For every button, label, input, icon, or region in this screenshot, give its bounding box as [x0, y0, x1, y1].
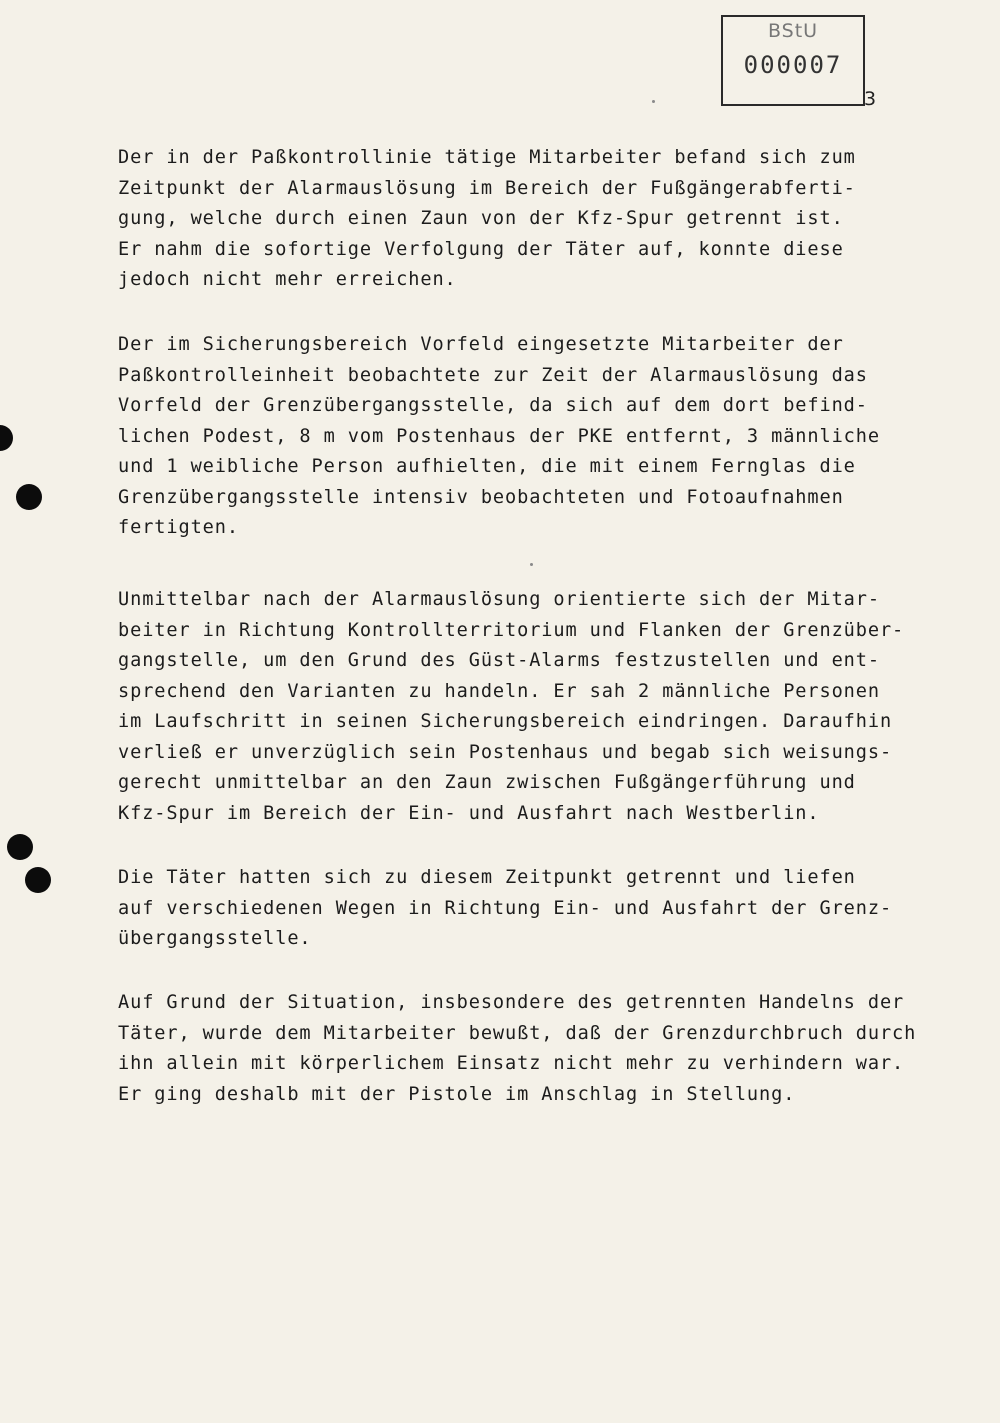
page-number: 3: [864, 88, 877, 110]
punch-hole: [25, 867, 51, 893]
paper-speck: [652, 100, 655, 103]
text-line: fertigten.: [118, 517, 239, 538]
punch-hole: [16, 484, 42, 510]
stamp-number: 000007: [743, 51, 843, 79]
text-line: im Laufschritt in seinen Sicherungsbereich eindringen. Daraufhin: [118, 711, 893, 732]
text-line: beiter in Richtung Kontrollterritorium und Flanken der Grenzüber-: [118, 619, 905, 641]
text-line: ihn allein mit körperlichem Einsatz nicht mehr zu verhindern war.: [118, 1053, 905, 1074]
text-line: übergangsstelle.: [118, 928, 312, 949]
text-line: gerecht unmittelbar an den Zaun zwischen Fußgängerführung und: [118, 772, 856, 793]
punch-hole: [0, 425, 13, 451]
text-line: Er ging deshalb mit der Pistole im Anschlag in Stellung.: [118, 1083, 796, 1105]
text-line: Unmittelbar nach der Alarmauslösung orientierte sich der Mitar-: [118, 589, 880, 610]
text-line: und 1 weibliche Person aufhielten, die mit einem Fernglas die: [118, 456, 856, 477]
text-line: Grenzübergangsstelle intensiv beobachteten und Fotoaufnahmen: [118, 486, 844, 508]
text-line: Vorfeld der Grenzübergangsstelle, da sich auf dem dort befind-: [118, 395, 868, 416]
text-line: lichen Podest, 8 m vom Postenhaus der PKE entfernt, 3 männliche: [118, 425, 880, 447]
paragraph-2: [118, 330, 958, 544]
text-line: Auf Grund der Situation, insbesondere des getrennten Handelns der: [118, 992, 905, 1013]
text-line: verließ er unverzüglich sein Postenhaus und begab sich weisungs-: [118, 741, 893, 763]
paper-speck: [530, 563, 533, 566]
punch-hole: [7, 834, 33, 860]
text-line: jedoch nicht mehr erreichen.: [118, 269, 457, 290]
stamp-label: BStU: [767, 20, 819, 42]
text-line: gung, welche durch einen Zaun von der Kfz-Spur getrennt ist.: [118, 208, 844, 229]
text-line: Er nahm die sofortige Verfolgung der Täter auf, konnte diese: [118, 238, 844, 260]
paragraph-4: [118, 863, 958, 955]
text-line: Die Täter hatten sich zu diesem Zeitpunkt getrennt und liefen: [118, 867, 856, 888]
text-line: Zeitpunkt der Alarmauslösung im Bereich der Fußgängerabferti-: [118, 177, 856, 199]
text-line: gangstelle, um den Grund des Güst-Alarms festzustellen und ent-: [118, 650, 880, 671]
text-line: Kfz-Spur im Bereich der Ein- und Ausfahrt nach Westberlin.: [118, 802, 820, 824]
text-line: Täter, wurde dem Mitarbeiter bewußt, daß der Grenzdurchbruch durch: [118, 1022, 917, 1044]
archive-stamp: [721, 15, 865, 106]
paragraph-3: [118, 585, 958, 829]
paragraph-5: [118, 988, 958, 1110]
text-line: sprechend den Varianten zu handeln. Er sah 2 männliche Personen: [118, 680, 880, 702]
text-line: Der im Sicherungsbereich Vorfeld eingesetzte Mitarbeiter der: [118, 334, 844, 355]
text-line: Paßkontrolleinheit beobachtete zur Zeit der Alarmauslösung das: [118, 364, 868, 386]
paragraph-1: [118, 143, 958, 296]
text-line: auf verschiedenen Wegen in Richtung Ein- und Ausfahrt der Grenz-: [118, 897, 893, 919]
text-line: Der in der Paßkontrollinie tätige Mitarbeiter befand sich zum: [118, 147, 856, 168]
